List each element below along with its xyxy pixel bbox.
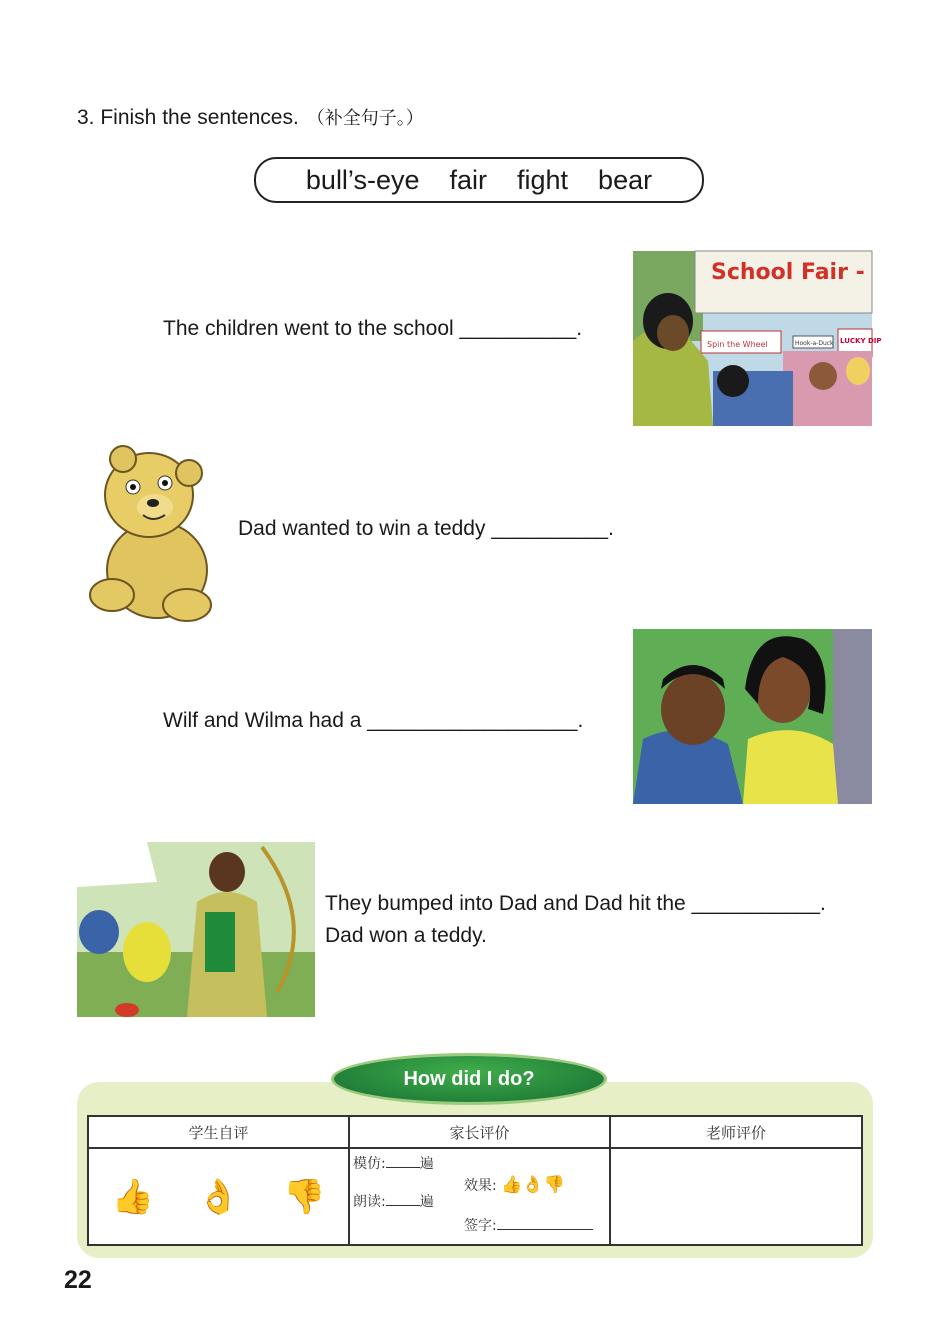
task-heading-cn: （补全句子。） [306,108,424,129]
evaluation-table [87,1115,863,1246]
teacher-eval-cell[interactable] [610,1148,862,1245]
read-unit: 遍 [419,1194,434,1210]
teddy-bear-picture [87,445,217,627]
imitate-blank[interactable] [386,1167,420,1168]
svg-text:Spin the Wheel: Spin the Wheel [707,340,768,349]
word-bank [254,157,704,203]
thumbs-down-icon[interactable]: 👎 [282,1176,326,1217]
parent-eval-cell [349,1148,610,1245]
sign-label: 签字: [464,1218,497,1234]
sentence-1: The children went to the school __________. [163,317,583,340]
imitate-unit: 遍 [419,1156,434,1172]
children-fight-picture [633,629,872,804]
col-parent: 家长评价 [349,1116,610,1148]
sign-blank[interactable] [497,1229,593,1230]
sentence-4-line-1: They bumped into Dad and Dad hit the ___________. [325,892,826,915]
sentence-4-line-2: Dad won a teddy. [325,924,487,947]
sentence-3: Wilf and Wilma had a __________________. [163,709,584,732]
effect-hand-icons[interactable]: 👍👌👎 [501,1175,565,1195]
svg-text:Hook-a-Duck: Hook-a-Duck [795,340,834,347]
read-blank[interactable] [386,1205,420,1206]
thumbs-up-icon[interactable]: 👍 [111,1176,154,1217]
read-row [353,1191,434,1211]
archery-picture [77,842,315,1017]
page-number: 22 [64,1266,92,1294]
sentence-2: Dad wanted to win a teddy __________. [238,517,614,540]
effect-label: 效果: [464,1178,497,1194]
word-bank-item: fair [449,164,487,195]
effect-row [464,1175,565,1195]
col-student: 学生自评 [88,1116,349,1148]
word-bank-item: bear [598,164,653,195]
task-heading-text: 3. Finish the sentences. [77,106,299,129]
student-eval-cell [88,1148,349,1245]
imitate-row [353,1153,434,1173]
task-heading [77,104,424,130]
word-bank-item: fight [517,164,569,195]
evaluation-title: How did I do? [334,1056,604,1102]
col-teacher: 老师评价 [610,1116,862,1148]
school-fair-sign-text: School Fair - [711,260,865,285]
ok-hand-icon[interactable]: 👌 [197,1176,240,1217]
imitate-label: 模仿: [353,1156,386,1172]
school-fair-picture [633,251,882,426]
svg-text:LUCKY DIP: LUCKY DIP [840,337,882,345]
word-bank-item: bull’s-eye [305,164,420,195]
sign-row [464,1215,593,1235]
read-label: 朗读: [353,1194,386,1210]
